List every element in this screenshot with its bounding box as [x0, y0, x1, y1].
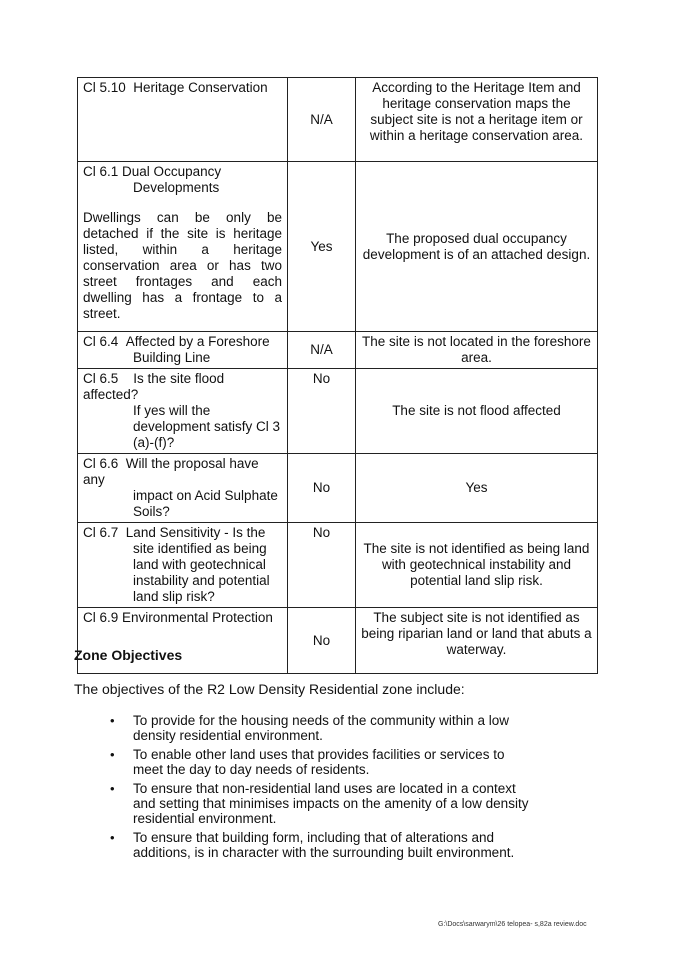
table-row	[78, 332, 598, 369]
clause-number: Cl 6.9	[83, 610, 119, 625]
list-item	[110, 830, 530, 860]
table-row	[78, 78, 598, 162]
clause-number: Cl 6.6	[83, 456, 119, 471]
clause-title-continued: Building Line	[133, 350, 211, 365]
bullet-icon: •	[110, 830, 115, 845]
table-row	[78, 608, 598, 674]
comment-cell: The site is not located in the foreshore area.	[356, 332, 598, 369]
clause-title: Dual Occupancy	[122, 164, 222, 179]
bullet-icon: •	[110, 747, 115, 762]
clause-cell	[78, 608, 288, 674]
list-item	[110, 747, 530, 777]
footer-file-path: G:\Docs\sarwarym\26 telopea- s,82a review.doc	[438, 921, 587, 928]
clause-number: Cl 6.1	[83, 164, 119, 179]
table-row	[78, 454, 598, 523]
compliance-cell: No	[288, 454, 356, 523]
clause-cell	[78, 162, 288, 332]
table-row	[78, 162, 598, 332]
clause-number: Cl 6.7	[83, 525, 119, 540]
comment-cell: The site is not flood affected	[356, 369, 598, 454]
clause-cell	[78, 332, 288, 369]
bullet-icon: •	[110, 713, 115, 728]
compliance-cell: N/A	[288, 332, 356, 369]
objectives-list	[110, 713, 530, 864]
list-item	[110, 713, 530, 743]
clause-number: Cl 5.10	[83, 80, 126, 95]
clause-title-continued: Developments	[133, 180, 220, 195]
comment-cell: Yes	[356, 454, 598, 523]
list-item-text: To ensure that building form, including that of alterations and additions, is in character with the surrounding built environment.	[133, 830, 515, 860]
clause-cell	[78, 369, 288, 454]
clause-cell	[78, 78, 288, 162]
compliance-cell: N/A	[288, 78, 356, 162]
table-row	[78, 369, 598, 454]
clause-title-continued: site identified as being land with geotechnical instability and potential land slip risk?	[133, 541, 270, 604]
clause-title: Is the site flood affected?	[83, 371, 225, 402]
clause-title: Affected by a Foreshore	[125, 334, 270, 349]
zone-objectives-intro: The objectives of the R2 Low Density Residential zone include:	[74, 681, 465, 697]
clause-title: Land Sensitivity - Is the	[125, 525, 266, 540]
comment-cell: According to the Heritage Item and heritage conservation maps the subject site is not a heritage item or within a heritage conservation area.	[356, 78, 598, 162]
comment-cell: The site is not identified as being land with geotechnical instability and potential land slip risk.	[356, 523, 598, 608]
list-item-text: To ensure that non-residential land uses are located in a context and setting that minimises impacts on the amenity of a low density residential environment.	[133, 781, 529, 826]
clause-title: Environmental Protection	[122, 610, 273, 625]
bullet-icon: •	[110, 781, 115, 796]
list-item	[110, 781, 530, 826]
clause-cell	[78, 454, 288, 523]
zone-objectives-heading: Zone Objectives	[74, 647, 183, 663]
clause-title-continued: If yes will the development satisfy Cl 3 (a)-(f)?	[133, 403, 281, 450]
clause-cell	[78, 523, 288, 608]
clause-title-continued: impact on Acid Sulphate Soils?	[133, 488, 278, 519]
comment-cell: The subject site is not identified as being riparian land or land that abuts a waterway.	[356, 608, 598, 674]
compliance-cell: No	[288, 608, 356, 674]
table-row	[78, 523, 598, 608]
compliance-table	[77, 77, 598, 674]
clause-number: Cl 6.5	[83, 371, 119, 386]
clause-number: Cl 6.4	[83, 334, 119, 349]
clause-title: Will the proposal have any	[83, 456, 259, 487]
comment-cell: The proposed dual occupancy development is of an attached design.	[356, 162, 598, 332]
compliance-cell: No	[288, 369, 356, 454]
list-item-text: To enable other land uses that provides facilities or services to meet the day to day needs of residents.	[133, 747, 505, 777]
clause-title: Heritage Conservation	[133, 80, 268, 95]
clause-body-text: Dwellings can be only be detached if the site is heritage listed, within a heritage conservation area or has two street frontages and each dwelling has a frontage to a street.	[83, 210, 282, 321]
compliance-cell: Yes	[288, 162, 356, 332]
list-item-text: To provide for the housing needs of the community within a low density residential environment.	[133, 713, 509, 743]
compliance-cell: No	[288, 523, 356, 608]
